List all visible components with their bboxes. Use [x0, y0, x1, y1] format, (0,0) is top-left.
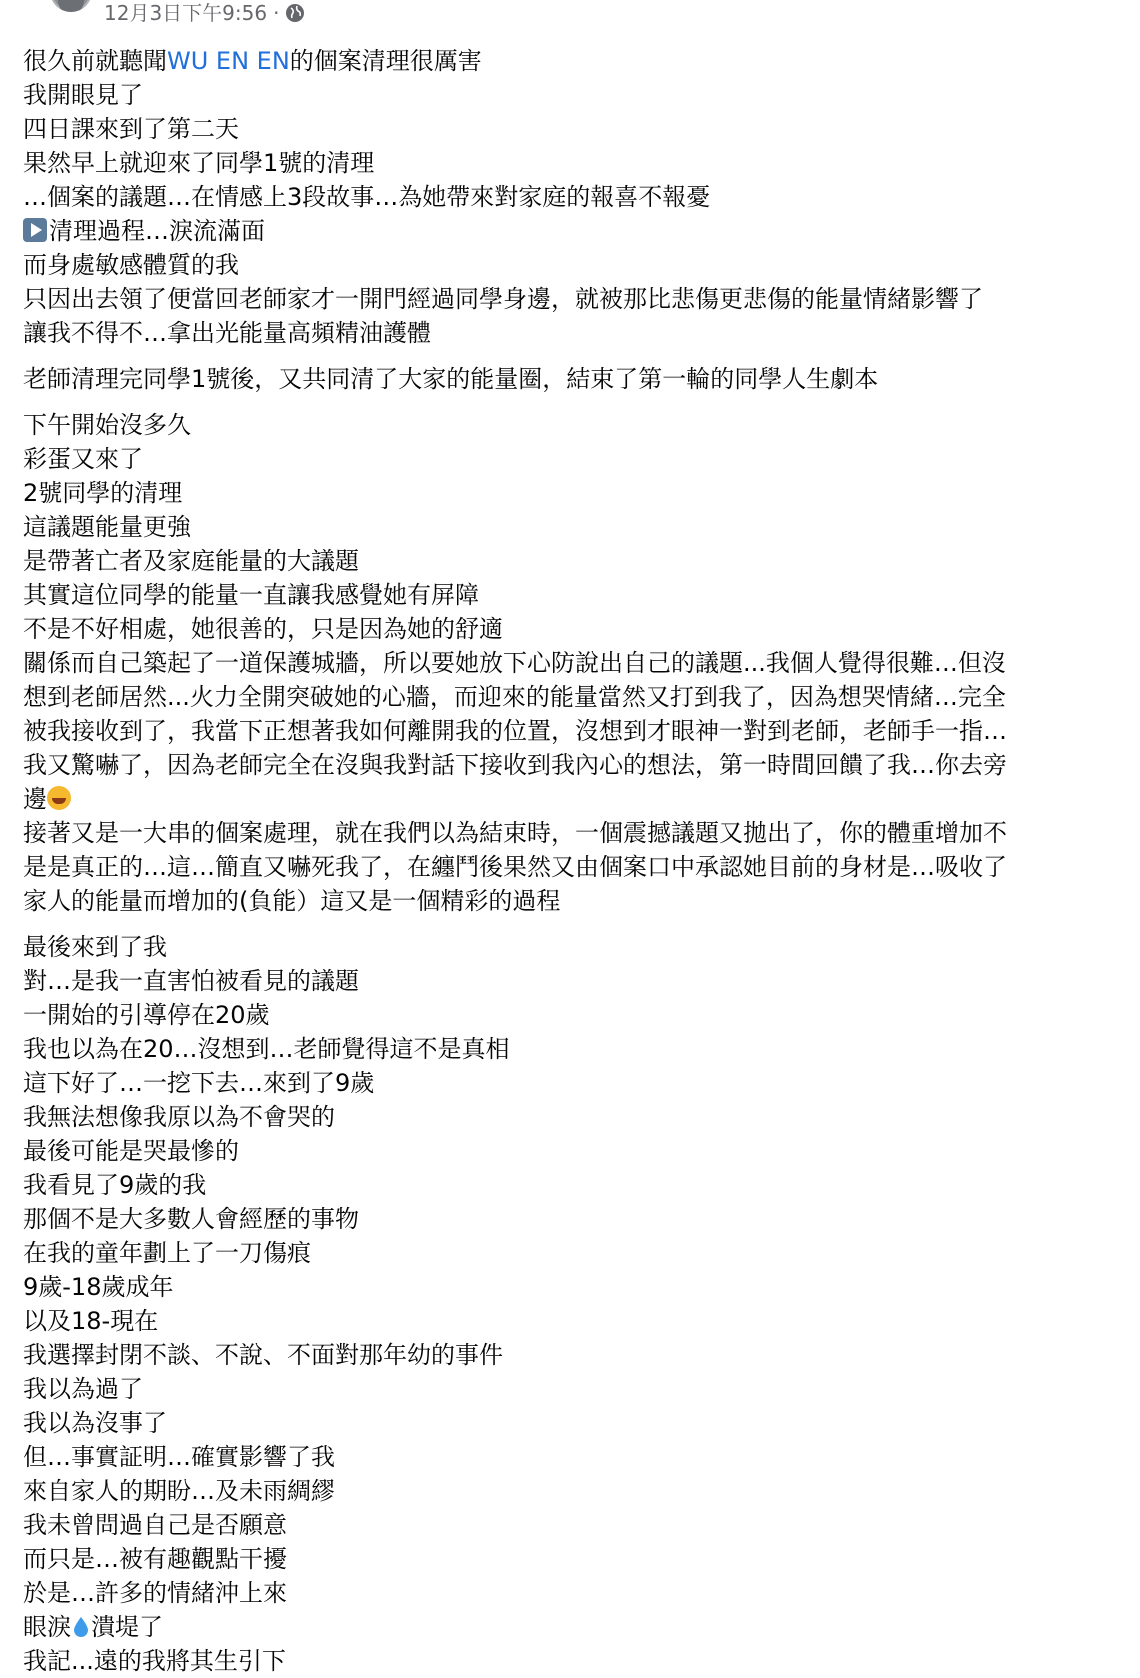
post-line: 眼淚 潰堤了	[23, 1613, 163, 1641]
post-header	[0, 0, 1140, 36]
post-line: 以及18-現在	[23, 1307, 159, 1335]
post-line-cut: 我記...遠的我將其生引下	[23, 1647, 286, 1675]
post-paragraph: 老師清理完同學1號後，又共同清了大家的能量圈，結束了第一輪的同學人生劇本	[23, 365, 879, 393]
post-body	[23, 44, 1113, 1678]
post-line: 來自家人的期盼…及未雨綢繆	[23, 1477, 335, 1505]
post-line: 最後來到了我	[23, 933, 167, 961]
post-line: 但…事實証明…確實影響了我	[23, 1443, 335, 1471]
post-line: 只因出去領了便當回老師家才一開門經過同學身邊，就被那比悲傷更悲傷的能量情緒影響了	[23, 285, 983, 313]
post-line: 我開眼見了	[23, 81, 143, 109]
post-line: 最後可能是哭最慘的	[23, 1137, 239, 1165]
post-meta	[104, 0, 305, 26]
post-line: 彩蛋又來了	[23, 445, 143, 473]
post-line: 讓我不得不…拿出光能量高頻精油護體	[23, 319, 431, 347]
post-line: 在我的童年劃上了一刀傷痕	[23, 1239, 311, 1267]
post-paragraph-row: 我又驚嚇了，因為老師完全在沒與我對話下接收到我內心的想法，第一時間回饋了我…你去旁	[23, 751, 1007, 779]
post-paragraph-row: 接著又是一大串的個案處理，就在我們以為結束時，一個震撼議題又拋出了，你的體重增加不	[23, 819, 1007, 847]
post-line: 這下好了…一挖下去…來到了9歲	[23, 1069, 375, 1097]
post-paragraph-row: 邊	[23, 782, 1113, 816]
post-line: 不是不好相處，她很善的，只是因為她的舒適	[23, 615, 503, 643]
globe-icon[interactable]	[285, 3, 305, 23]
post-line: 我未曾問過自己是否願意	[23, 1511, 287, 1539]
play-button-icon	[23, 218, 47, 242]
mention-link[interactable]: WU EN EN	[167, 47, 290, 75]
post-line: 我也以為在20…沒想到…老師覺得這不是真相	[23, 1035, 510, 1063]
post-line: 我無法想像我原以為不會哭的	[23, 1103, 335, 1131]
post-paragraph-row: 被我接收到了，我當下正想著我如何離開我的位置，沒想到才眼神一對到老師，老師手一指…	[23, 717, 1007, 745]
post-paragraph-row: 是是真正的…這…簡直又嚇死我了，在纏鬥後果然又由個案口中承認她目前的身材是…吸收了	[23, 853, 1007, 881]
post-line: 9歲-18歲成年	[23, 1273, 174, 1301]
post-paragraph-row: 想到老師居然...火力全開突破她的心牆，而迎來的能量當然又打到我了，因為想哭情緒…完全	[23, 683, 1006, 711]
post-line: 四日課來到了第二天	[23, 115, 239, 143]
timestamp[interactable]: 12月3日下午9:56	[104, 1, 268, 25]
post-line: 很久前就聽聞WU EN EN的個案清理很厲害	[23, 47, 482, 75]
post-paragraph-row: 關係而自己築起了一道保護城牆，所以要她放下心防說出自己的議題...我個人覺得很難…但沒	[23, 649, 1006, 677]
post-line: 清理過程…淚流滿面	[23, 214, 1113, 248]
post-line: 而只是…被有趣觀點干擾	[23, 1545, 287, 1573]
post-line: 我以為過了	[23, 1375, 143, 1403]
rolling-laughing-emoji-icon	[47, 786, 71, 810]
droplet-emoji-icon	[73, 1616, 89, 1638]
post-line: 是帶著亡者及家庭能量的大議題	[23, 547, 359, 575]
post-line: 下午開始沒多久	[23, 411, 191, 439]
post-paragraph-row: 家人的能量而增加的(負能）這又是一個精彩的過程	[23, 887, 561, 915]
post-line: 而身處敏感體質的我	[23, 251, 239, 279]
post-line: 我看見了9歲的我	[23, 1171, 207, 1199]
post-line: 那個不是大多數人會經歷的事物	[23, 1205, 359, 1233]
post-line: 一開始的引導停在20歲	[23, 1001, 270, 1029]
post-line: 於是…許多的情緒沖上來	[23, 1579, 287, 1607]
meta-separator: ·	[273, 1, 280, 25]
post-line: …個案的議題…在情感上3段故事…為她帶來對家庭的報喜不報憂	[23, 183, 711, 211]
post-line: 我以為沒事了	[23, 1409, 167, 1437]
post-line: 這議題能量更強	[23, 513, 191, 541]
post-line: 我選擇封閉不談、不說、不面對那年幼的事件	[23, 1341, 503, 1369]
avatar[interactable]	[50, 0, 92, 12]
post-line: 對…是我一直害怕被看見的議題	[23, 967, 359, 995]
post-line: 果然早上就迎來了同學1號的清理	[23, 149, 375, 177]
post-line: 其實這位同學的能量一直讓我感覺她有屏障	[23, 581, 479, 609]
post-line: 2號同學的清理	[23, 479, 183, 507]
